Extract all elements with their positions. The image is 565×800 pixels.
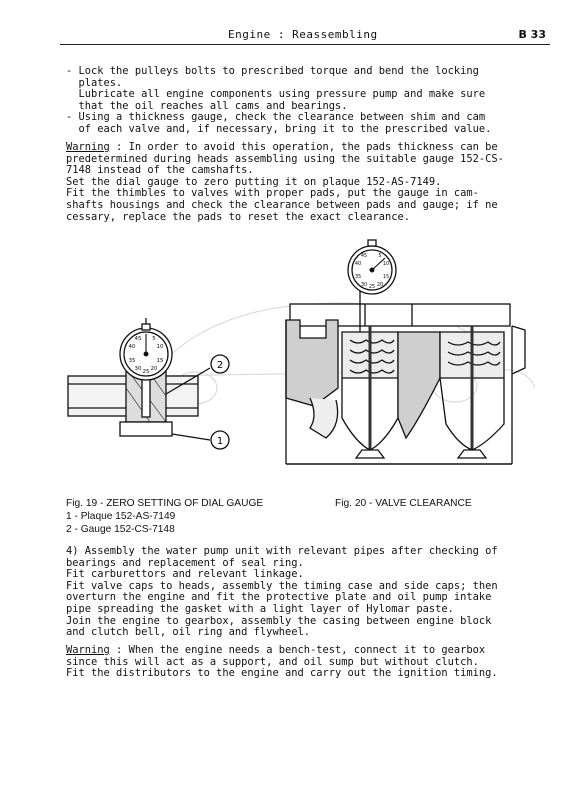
dial-tick-label: 20 [150, 366, 158, 372]
step-line: - Lock the pulleys bolts to prescribed torque and bend the locking [66, 65, 479, 77]
warning-line: since this will act as a support, and oil sump but without clutch. [66, 655, 479, 668]
dial-tick-label: 15 [156, 358, 164, 364]
dial-tick-label: 10 [382, 261, 390, 267]
step-line: of each valve and, if necessary, bring it to the prescribed value. [66, 123, 492, 135]
technical-illustration [60, 228, 555, 490]
step4-line: Join the engine to gearbox, assembly the casing between engine block [66, 614, 492, 627]
dial-tick-label: 15 [382, 274, 390, 280]
warning-line: Set the dial gauge to zero putting it on plaque 152-AS-7149. [66, 175, 442, 188]
warning-label: Warning [66, 644, 110, 656]
fig19-drawing [68, 318, 229, 449]
dial-tick-label: 25 [368, 284, 376, 290]
warning-line: shafts housings and check the clearance between pads and gauge; if ne [66, 199, 498, 211]
dial-tick-label: 45 [134, 336, 142, 342]
step4-line: and clutch bell, oil ring and flywheel. [66, 626, 310, 639]
step-line: that the oil reaches all cams and bearings. [66, 99, 348, 112]
dial-tick-label: 10 [156, 344, 164, 350]
dial-tick-label: 25 [142, 369, 150, 375]
page-header [60, 28, 550, 45]
fig20-caption: Fig. 20 - VALVE CLEARANCE [335, 498, 472, 509]
warning-paragraph-first-line [66, 142, 546, 154]
legend-item: 2 - Gauge 152-CS-7148 [66, 524, 175, 535]
dial-tick-label: 40 [354, 261, 362, 267]
step4-line: Fit valve caps to heads, assembly the timing case and side caps; then [66, 579, 498, 592]
step4-line: Fit carburettors and relevant linkage. [66, 568, 304, 581]
dial-tick-label: 35 [354, 274, 362, 280]
dial-tick-label: 45 [360, 253, 368, 259]
warning-line: Fit the thimbles to valves with proper pads, put the gauge in cam- [66, 187, 479, 200]
callout-gauge: 2 [216, 360, 224, 371]
warning-label: Warning [66, 141, 110, 153]
warning-line: predetermined during heads assembling using the suitable gauge 152-CS- [66, 152, 504, 165]
fig20-drawing [286, 240, 525, 464]
step4-line: bearings and replacement of seal ring. [66, 556, 304, 569]
header-title: Engine : Reassembling [228, 28, 378, 41]
warning-text: : In order to avoid this operation, the pads thickness can be [109, 141, 498, 153]
step4-line: 4) Assembly the water pump unit with relevant pipes after checking of [66, 545, 498, 557]
step-line: Lubricate all engine components using pressure pump and make sure [66, 88, 486, 101]
dial-tick-label: 5 [378, 253, 382, 259]
step4-line: overturn the engine and fit the protective plate and oil pump intake [66, 591, 492, 604]
callout-plaque: 1 [216, 436, 224, 447]
warning-paragraph-first-line [66, 645, 546, 657]
dial-tick-label: 40 [128, 344, 136, 350]
warning-line: 7148 instead of the camshafts. [66, 164, 254, 177]
dial-tick-label: 5 [152, 336, 156, 342]
dial-tick-label: 35 [128, 358, 136, 364]
dial-tick-label: 30 [134, 366, 142, 372]
warning-line: cessary, replace the pads to reset the exact clearance. [66, 210, 411, 223]
step4-line: pipe spreading the gasket with a light layer of Hylomar paste. [66, 603, 454, 615]
step-line: plates. [66, 76, 123, 89]
step-line: - Using a thickness gauge, check the clearance between shim and cam [66, 111, 486, 124]
dial-tick-label: 20 [376, 282, 384, 288]
warning-line: Fit the distributors to the engine and carry out the ignition timing. [66, 667, 498, 680]
fig19-caption: Fig. 19 - ZERO SETTING OF DIAL GAUGE [66, 498, 264, 509]
dial-tick-label: 30 [360, 282, 368, 288]
page-number: B 33 [518, 28, 546, 41]
legend-item: 1 - Plaque 152-AS-7149 [66, 511, 176, 522]
warning-text: : When the engine needs a bench-test, connect it to gearbox [109, 644, 486, 656]
